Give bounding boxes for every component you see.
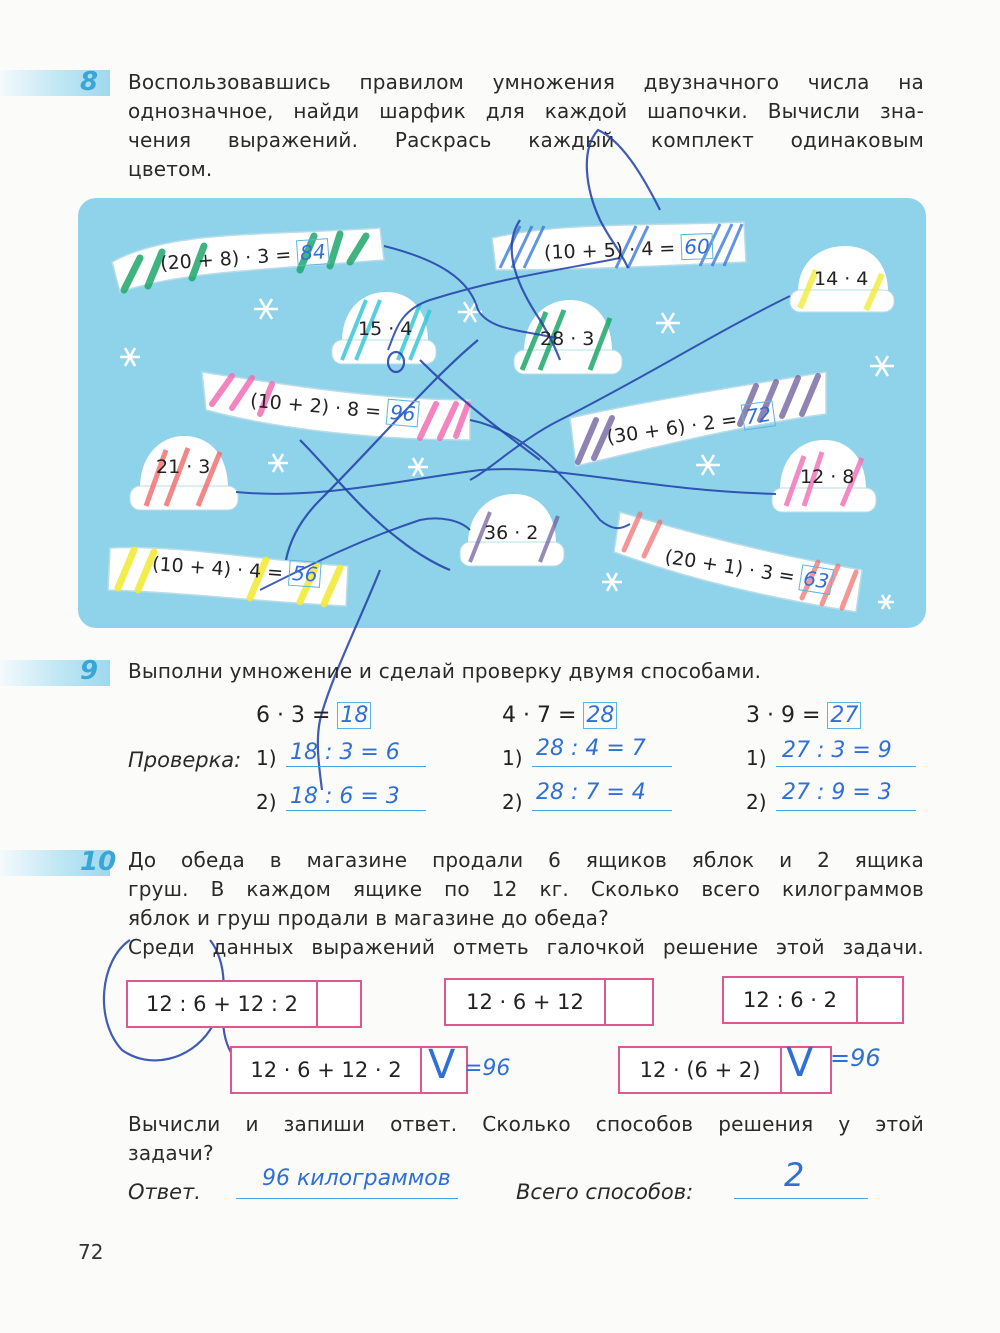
scarf-1-expr: (20 + 8) · 3 = xyxy=(159,243,292,275)
task9-text: Выполни умножение и сделай проверку двумя способами. xyxy=(128,659,762,683)
ways-label: Всего способов: xyxy=(516,1180,694,1204)
task8-line-4: цветом. xyxy=(128,157,213,181)
task8-line-2: однозначное, найди шарфик для каждой шапочки. Вычисли зна- xyxy=(128,99,924,123)
choice-4-note: =96 xyxy=(464,1056,511,1081)
task9-col1-expr: 6 · 3 = xyxy=(256,703,331,728)
choice-1[interactable] xyxy=(126,980,362,1028)
choice-2[interactable] xyxy=(444,978,654,1026)
task9-col3-expression xyxy=(746,702,861,729)
hat-2-label: 15 · 4 xyxy=(358,318,413,340)
task10-number: 10 xyxy=(80,847,117,877)
task9-col3-line1 xyxy=(776,766,916,767)
task10-line-1: До обеда в магазине продали 6 ящиков яблок и 2 ящика xyxy=(128,848,924,872)
task8-line-1: Воспользовавшись правилом умножения двузначного числа на xyxy=(128,70,924,94)
task10-question-2: задачи? xyxy=(128,1141,214,1165)
task9-col2-check2[interactable]: 28 : 7 = 4 xyxy=(536,780,646,805)
scarf-3-answer[interactable]: 96 xyxy=(386,399,420,428)
ways-value[interactable]: 2 xyxy=(784,1156,805,1194)
task9-col2-line1 xyxy=(532,766,672,767)
answer-line xyxy=(236,1198,458,1199)
hat-5-label: 12 · 8 xyxy=(800,466,855,488)
scarf-5-answer[interactable]: 56 xyxy=(288,560,321,588)
scarf-4-expr: (30 + 6) · 2 = xyxy=(605,408,739,449)
scarf-6-expr: (20 + 1) · 3 = xyxy=(663,545,797,589)
task9-col3-n1: 1) xyxy=(746,746,767,770)
task10-line-2: груш. В каждом ящике по 12 кг. Сколько всего килограммов xyxy=(128,877,924,901)
choice-1-checkbox[interactable] xyxy=(318,982,360,1026)
hat-6-label: 36 · 2 xyxy=(484,522,539,544)
choice-4-expression: 12 · 6 + 12 · 2 xyxy=(232,1048,422,1092)
task10-line-3: яблок и груш продали в магазине до обеда? xyxy=(128,906,609,930)
task9-col3-line2 xyxy=(776,810,916,811)
task9-col1-answer[interactable]: 18 xyxy=(337,702,371,729)
hat-1-label: 14 · 4 xyxy=(814,268,869,290)
choice-5[interactable] xyxy=(618,1040,832,1094)
task9-col1-n2: 2) xyxy=(256,790,277,814)
choice-5-expression: 12 · (6 + 2) xyxy=(620,1048,782,1092)
task9-col2-line2 xyxy=(532,810,672,811)
scarf-6-answer[interactable]: 63 xyxy=(799,564,834,595)
task9-col1-n1: 1) xyxy=(256,746,277,770)
scarf-2-answer[interactable]: 60 xyxy=(681,233,713,260)
choice-2-expression: 12 · 6 + 12 xyxy=(446,980,606,1024)
task9-col3-check2[interactable]: 27 : 9 = 3 xyxy=(782,780,892,805)
task9-number: 9 xyxy=(80,656,99,686)
task9-col2-expression xyxy=(502,702,617,729)
task9-col1-check2[interactable]: 18 : 6 = 3 xyxy=(290,784,400,809)
choice-5-checkmark: V xyxy=(786,1040,814,1086)
task9-col3-n2: 2) xyxy=(746,790,767,814)
choice-3-checkbox[interactable] xyxy=(858,978,902,1022)
task9-col3-check1[interactable]: 27 : 3 = 9 xyxy=(782,738,892,763)
choice-4[interactable] xyxy=(230,1042,468,1094)
task9-col2-n2: 2) xyxy=(502,790,523,814)
task9-col1-line2 xyxy=(286,810,426,811)
answer-value[interactable]: 96 килограммов xyxy=(262,1166,451,1191)
task10-question-1: Вычисли и запиши ответ. Сколько способов решения у этой xyxy=(128,1112,924,1136)
task9-col3-expr: 3 · 9 = xyxy=(746,703,821,728)
task8-line-3: чения выражений. Раскрась каждый комплект одинаковым xyxy=(128,128,924,152)
choice-1-expression: 12 : 6 + 12 : 2 xyxy=(128,982,318,1026)
ways-line xyxy=(734,1198,868,1199)
choice-3[interactable] xyxy=(722,976,904,1024)
task9-col1-check1[interactable]: 18 : 3 = 6 xyxy=(290,740,400,765)
task9-check-label: Проверка: xyxy=(128,748,242,772)
answer-label: Ответ. xyxy=(128,1180,201,1204)
scarf-2-expr: (10 + 5) · 4 = xyxy=(543,237,676,264)
choice-4-checkbox[interactable] xyxy=(422,1042,466,1092)
choice-4-checkmark: V xyxy=(428,1042,456,1088)
choice-5-checkbox[interactable] xyxy=(782,1040,830,1092)
choice-3-expression: 12 : 6 · 2 xyxy=(724,978,858,1022)
choice-2-checkbox[interactable] xyxy=(606,980,652,1024)
task9-col2-expr: 4 · 7 = xyxy=(502,703,577,728)
hat-3-label: 28 · 3 xyxy=(540,328,595,350)
page-number: 72 xyxy=(78,1240,104,1264)
task8-number: 8 xyxy=(80,67,99,97)
scarf-5-expr: (10 + 4) · 4 = xyxy=(151,553,284,585)
scarf-4-answer[interactable]: 72 xyxy=(741,400,776,430)
task9-col3-answer[interactable]: 27 xyxy=(827,702,861,729)
choice-5-note: =96 xyxy=(830,1044,881,1072)
scarf-3-expr: (10 + 2) · 8 = xyxy=(249,389,382,424)
task9-col1-expression xyxy=(256,702,371,729)
hat-4-label: 21 · 3 xyxy=(156,456,211,478)
task9-col2-check1[interactable]: 28 : 4 = 7 xyxy=(536,736,646,761)
scarf-1-answer[interactable]: 84 xyxy=(296,238,329,266)
task10-line-4: Среди данных выражений отметь галочкой решение этой задачи. xyxy=(128,935,924,959)
task9-col1-line1 xyxy=(286,766,426,767)
task9-col2-n1: 1) xyxy=(502,746,523,770)
task9-col2-answer[interactable]: 28 xyxy=(583,702,617,729)
